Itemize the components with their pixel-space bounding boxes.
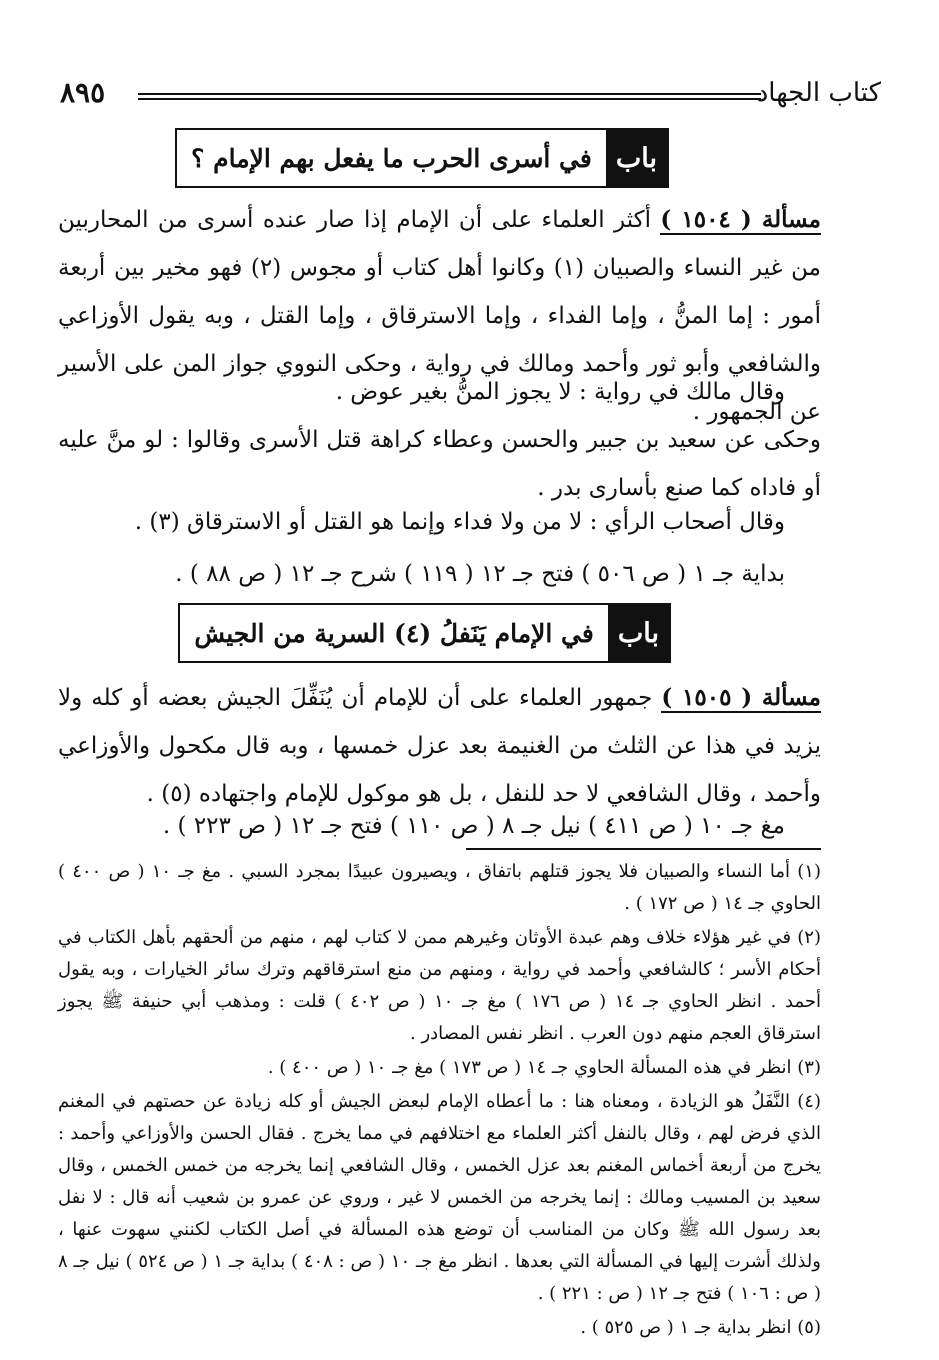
footnote-4: (٤) النَّفَلُ هو الزيادة ، ومعناه هنا : ما أعطاه الإمام لبعض الجيش أو كله زيادة عن حصتهم في المغنم الذي فرض لهم ، وقال بالنفل أكثر العلماء مع اختلافهم في مما يخرج . فقال الحسن والأوزاعي وأحمد : يخرج من أربعة أخماس المغنم بعد عزل الخمس ، وقال الشافعي إنما يخرجه من خمس الخمس ، وقال سعيد بن المسيب ومالك : إنما يخرجه من الخمس لا غير ، وروي عن عمرو بن شعيب أنه قال : لا نفل بعد رسول الله ﷺ وكان من المناسب أن توضع هذه المسألة في أصل الكتاب لكنني سهوت عنها ، ولذلك أشرت إليها في المسألة التي بعدها . انظر مغ جـ ١٠ ( ص : ٤٠٨ ) بداية جـ ١ ( ص ٥٢٤ ) نيل جـ ٨ ( ص : ١٠٦ ) فتح جـ ١٢ ( ص : ٢٢١ ) .	[58, 1091, 821, 1304]
footnote-3: (٣) انظر في هذه المسألة الحاوي جـ ١٤ ( ص ١٧٣ ) مغ جـ ١٠ ( ص ٤٠٠ ) .	[267, 1057, 821, 1078]
chapter-heading-prisoners	[175, 128, 669, 188]
references-text: بداية جـ ١ ( ص ٥٠٦ ) فتح جـ ١٢ ( ١١٩ ) شرح جـ ١٢ ( ص ٨٨ ) .	[175, 561, 785, 587]
footnote-separator	[466, 848, 821, 850]
references-1505	[58, 802, 821, 850]
paragraph-text: وقال أصحاب الرأي : لا من ولا فداء وإنما هو القتل أو الاسترقاق (٣) .	[134, 509, 785, 535]
footnote-1: (١) أما النساء والصبيان فلا يجوز قتلهم باتفاق ، ويصيرون عبيدًا بمجرد السبي . مغ جـ ١٠ ( ص ٤٠٠ ) الحاوي جـ ١٤ ( ص ١٧٢ ) .	[58, 861, 821, 914]
issue-label: مسألة ( ١٥٠٤ )	[660, 206, 821, 233]
issue-label: مسألة ( ١٥٠٥ )	[661, 684, 821, 711]
chapter-label: باب	[606, 130, 667, 186]
issue-text: جمهور العلماء على أن للإمام أن يُنَفِّلَ الجيش بعضه أو كله ولا يزيد في هذا عن الثلث من الغنيمة بعد عزل خمسها ، وبه قال مكحول والأوزاعي وأحمد ، وقال الشافعي لا حد للنفل ، بل هو موكول للإمام واجتهاده (٥) .	[58, 685, 821, 807]
chapter-title: في أسرى الحرب ما يفعل بهم الإمام ؟	[191, 143, 592, 173]
paragraph-text: وقال مالك في رواية : لا يجوز المنُّ بغير عوض .	[335, 379, 785, 405]
footnote-2: (٢) في غير هؤلاء خلاف وهم عبدة الأوثان وغيرهم ممن لا كتاب لهم ، منهم من ألحقهم بأهل الكتاب في أحكام الأسر ؛ كالشافعي وأحمد في رواية ، ومنهم من منع استرقاقهم وترك سائر الخيارات ، وبه يقول أحمد . انظر الحاوي جـ ١٤ ( ص ١٧٦ ) مغ جـ ١٠ ( ص ٤٠٢ ) قلت : ومذهب أبي حنيفة ﷺ يجوز استرقاق العجم منهم دون العرب . انظر نفس المصادر .	[58, 927, 822, 1044]
chapter-title: في الإمام يَنَفلُ (٤) السرية من الجيش	[194, 618, 594, 648]
footnote-5: (٥) انظر بداية جـ ١ ( ص ٥٢٥ ) .	[580, 1317, 821, 1338]
running-title: كتاب الجهاد	[756, 78, 881, 108]
page-number: ٨٩٥	[60, 76, 106, 109]
references-1504	[58, 550, 821, 598]
chapter-label: باب	[608, 605, 669, 661]
page-header	[60, 74, 881, 114]
chapter-heading-nafl	[178, 603, 671, 663]
paragraph-ashab-rai	[58, 498, 821, 546]
paragraph-text: وحكى عن سعيد بن جبير والحسن وعطاء كراهة قتل الأسرى وقالوا : لو منَّ عليه أو فاداه كما صنع بأسارى بدر .	[58, 427, 821, 501]
footnotes	[58, 856, 821, 1346]
issue-text: أكثر العلماء على أن الإمام إذا صار عنده أسرى من المحاربين من غير النساء والصبيان (١) وكانوا أهل كتاب أو مجوس (٢) فهو مخير بين أربعة أمور : إما المنُّ ، وإما الفداء ، وإما الاسترقاق ، وإما القتل ، وبه يقول الأوزاعي والشافعي وأبو ثور وأحمد ومالك في رواية ، وحكى النووي جواز المن على الأسير عن الجمهور .	[58, 207, 821, 425]
issue-1505-paragraph	[58, 674, 821, 818]
references-text: مغ جـ ١٠ ( ص ٤١١ ) نيل جـ ٨ ( ص ١١٠ ) فتح جـ ١٢ ( ص ٢٢٣ ) .	[162, 813, 785, 839]
header-rule	[138, 93, 761, 100]
paragraph-malik	[58, 368, 821, 416]
